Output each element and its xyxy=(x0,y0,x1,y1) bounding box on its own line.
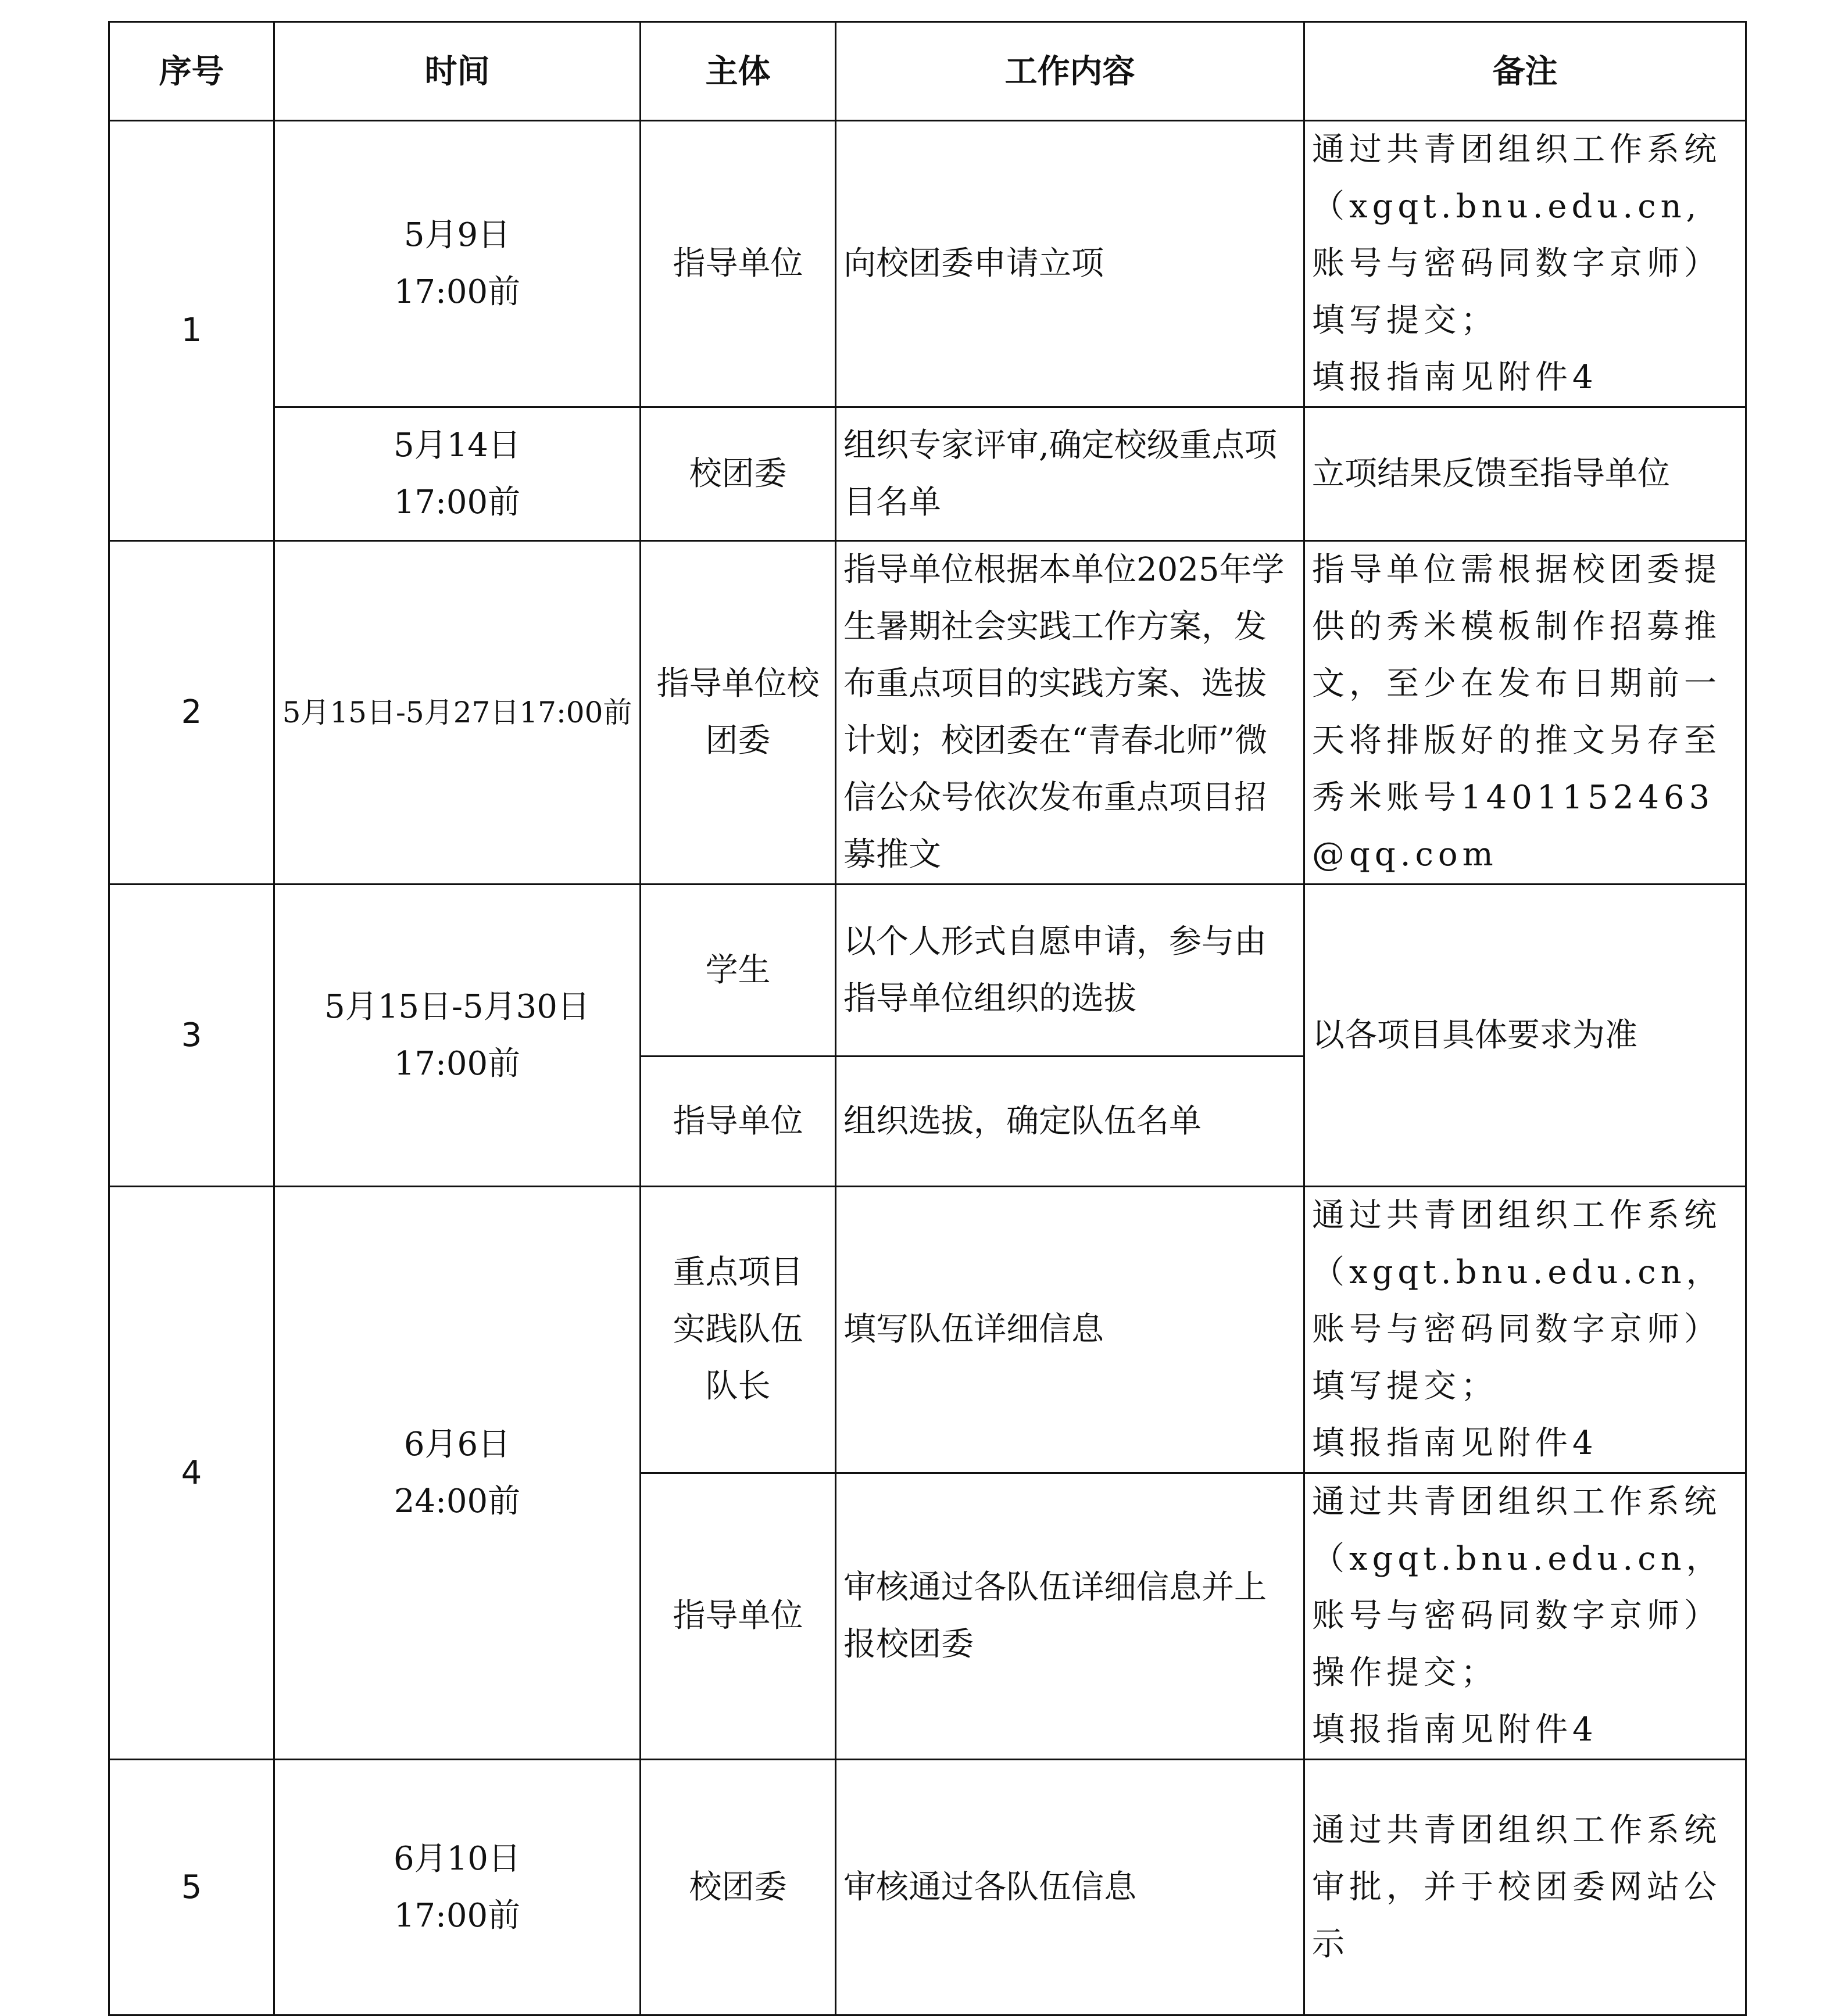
subject-cell: 指导单位 xyxy=(641,1057,836,1187)
seq-cell: 1 xyxy=(109,121,274,541)
table-row xyxy=(109,541,1746,885)
content-cell: 组织选拔，确定队伍名单 xyxy=(836,1057,1304,1187)
seq-cell: 3 xyxy=(109,885,274,1187)
header-seq: 序号 xyxy=(109,22,274,121)
content-cell: 审核通过各队伍详细信息并上报校团委 xyxy=(836,1473,1304,1760)
table-row xyxy=(109,1187,1746,1473)
subject-cell: 学生 xyxy=(641,885,836,1057)
content-cell: 组织专家评审,确定校级重点项目名单 xyxy=(836,407,1304,541)
subject-cell: 重点项目实践队伍队长 xyxy=(641,1187,836,1473)
subject-cell: 校团委 xyxy=(641,1760,836,2015)
seq-cell: 2 xyxy=(109,541,274,885)
note-cell: 以各项目具体要求为准 xyxy=(1304,885,1746,1187)
time-cell: 5月14日 17:00前 xyxy=(274,407,641,541)
seq-cell: 5 xyxy=(109,1760,274,2015)
table-header-row xyxy=(109,22,1746,121)
note-cell: 通过共青团组织工作系统（xgqt.bnu.edu.cn,账号与密码同数字京师）填写提交； 填报指南见附件4 xyxy=(1304,121,1746,407)
time-cell: 6月10日 17:00前 xyxy=(274,1760,641,2015)
content-cell: 向校团委申请立项 xyxy=(836,121,1304,407)
header-note: 备注 xyxy=(1304,22,1746,121)
content-cell: 审核通过各队伍信息 xyxy=(836,1760,1304,2015)
subject-cell: 指导单位 xyxy=(641,121,836,407)
table-row xyxy=(109,1760,1746,2015)
content-cell: 以个人形式自愿申请，参与由指导单位组织的选拔 xyxy=(836,885,1304,1057)
note-cell: 通过共青团组织工作系统（xgqt.bnu.edu.cn，账号与密码同数字京师）填写提交； 填报指南见附件4 xyxy=(1304,1187,1746,1473)
time-cell: 5月15日-5月30日 17:00前 xyxy=(274,885,641,1187)
subject-cell: 校团委 xyxy=(641,407,836,541)
seq-cell: 4 xyxy=(109,1187,274,1760)
schedule-table xyxy=(108,21,1747,2016)
header-time: 时间 xyxy=(274,22,641,121)
subject-cell: 指导单位校团委 xyxy=(641,541,836,885)
header-subject: 主体 xyxy=(641,22,836,121)
table-row xyxy=(109,407,1746,541)
content-cell: 填写队伍详细信息 xyxy=(836,1187,1304,1473)
time-cell: 5月9日 17:00前 xyxy=(274,121,641,407)
subject-cell: 指导单位 xyxy=(641,1473,836,1760)
note-cell: 立项结果反馈至指导单位 xyxy=(1304,407,1746,541)
table-row xyxy=(109,885,1746,1057)
table-row xyxy=(109,121,1746,407)
time-cell: 6月6日 24:00前 xyxy=(274,1187,641,1760)
note-cell: 指导单位需根据校团委提供的秀米模板制作招募推文，至少在发布日期前一天将排版好的推文另存至秀米账号1401152463@qq.com xyxy=(1304,541,1746,885)
header-content: 工作内容 xyxy=(836,22,1304,121)
note-cell: 通过共青团组织工作系统（xgqt.bnu.edu.cn，账号与密码同数字京师）操作提交； 填报指南见附件4 xyxy=(1304,1473,1746,1760)
note-cell: 通过共青团组织工作系统审批，并于校团委网站公示 xyxy=(1304,1760,1746,2015)
time-cell: 5月15日-5月27日17:00前 xyxy=(274,541,641,885)
content-cell: 指导单位根据本单位2025年学生暑期社会实践工作方案，发布重点项目的实践方案、选拔计划；校团委在“青春北师”微信公众号依次发布重点项目招募推文 xyxy=(836,541,1304,885)
